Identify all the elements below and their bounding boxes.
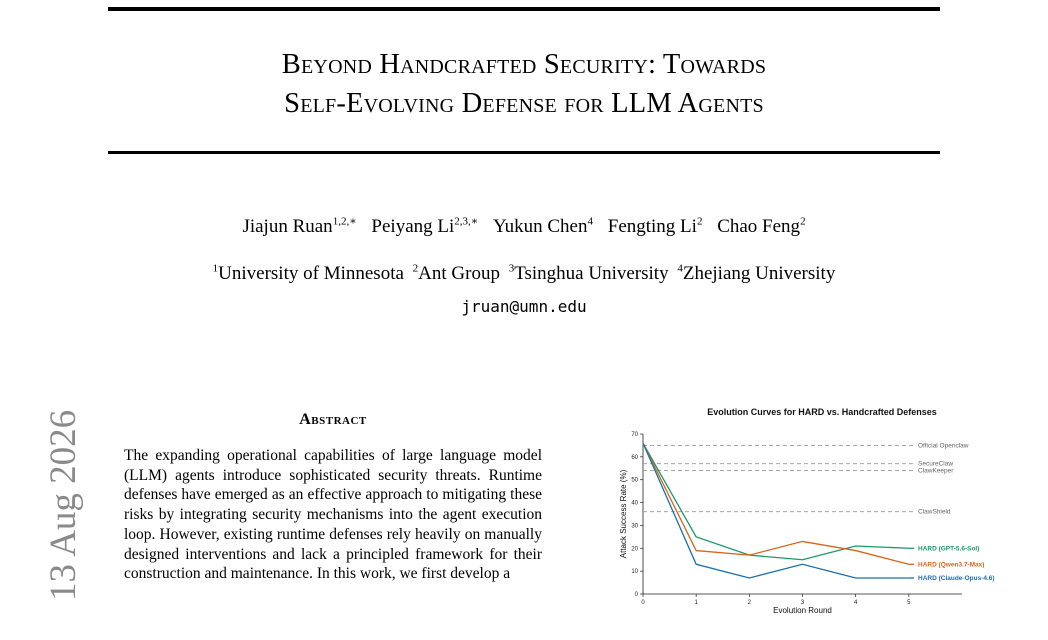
y-tick-label: 0	[634, 592, 638, 598]
title-line-2: Self-Evolving Defense for LLM Agents	[284, 88, 764, 119]
author: Yukun Chen$^4$	[493, 215, 593, 237]
affiliation: $^4$Zhejiang University	[677, 262, 836, 284]
series-label: HARD (Claude-Opus-4.6)	[918, 575, 995, 582]
chart-svg	[612, 402, 1032, 627]
affiliation: $^3$Tsinghua University	[508, 262, 669, 284]
chart-title: Evolution Curves for HARD vs. Handcrafted Defenses	[707, 407, 937, 417]
author: Chao Feng$^2$	[717, 215, 806, 237]
x-axis-label: Evolution Round	[773, 606, 832, 615]
baseline-label: ClawShield	[918, 508, 951, 516]
author: Fengting Li$^2$	[607, 215, 703, 237]
abstract-heading: Abstract	[299, 411, 367, 428]
series-label: HARD (GPT-5.6-Sol)	[918, 545, 980, 553]
x-tick-label: 2	[747, 600, 752, 606]
affiliation-list	[108, 263, 940, 285]
y-tick-label: 70	[631, 432, 638, 438]
x-tick-label: 0	[641, 600, 645, 606]
abstract-text: The expanding operational capabilities of large language model (LLM) agents introduce sophisticated security threats. Runtime defenses have emerged as an effective approach to mitigating these risks by integrating security mechanisms into the agent execution loop. However, existing runtime defenses rely heavily on manually designed interventions and lack a principled framework for their construction and maintenance. In this work, we first develop a	[124, 447, 542, 583]
paper-title	[108, 45, 940, 123]
title-line-1: Beyond Handcrafted Security: Towards	[281, 49, 767, 80]
y-tick-label: 40	[631, 500, 638, 507]
title-rule-top	[108, 7, 940, 11]
arxiv-date-stamp: 13 Aug 2026	[43, 409, 84, 601]
evolution-chart	[612, 402, 1032, 627]
contact-email[interactable]: jruan@umn.edu	[461, 297, 587, 316]
x-tick-label: 4	[853, 600, 858, 606]
x-tick-label: 3	[800, 600, 805, 606]
affiliation: $^2$Ant Group	[412, 262, 500, 284]
series-line	[643, 443, 909, 560]
title-rule-bottom	[108, 151, 940, 154]
x-tick-label: 5	[907, 600, 911, 606]
baseline-label: SecureClaw	[918, 460, 954, 468]
author: Jiajun Ruan$^{1,2,∗}$	[242, 215, 357, 237]
y-tick-label: 60	[631, 454, 638, 461]
y-tick-label: 20	[631, 546, 638, 553]
y-tick-label: 30	[631, 523, 638, 530]
affiliation: $^1$University of Minnesota	[212, 262, 404, 284]
y-tick-label: 10	[631, 569, 638, 576]
author-list	[108, 216, 940, 238]
series-label: HARD (Qwen3.7-Max)	[918, 561, 985, 569]
baseline-label: Official Openclaw	[918, 442, 969, 450]
x-tick-label: 1	[694, 600, 698, 606]
y-tick-label: 50	[631, 477, 638, 484]
baseline-label: ClawKeeper	[918, 467, 954, 475]
author: Peiyang $Li^{2,3,∗}$	[371, 215, 479, 237]
y-axis-label: Attack Success Rate (%)	[619, 469, 628, 559]
